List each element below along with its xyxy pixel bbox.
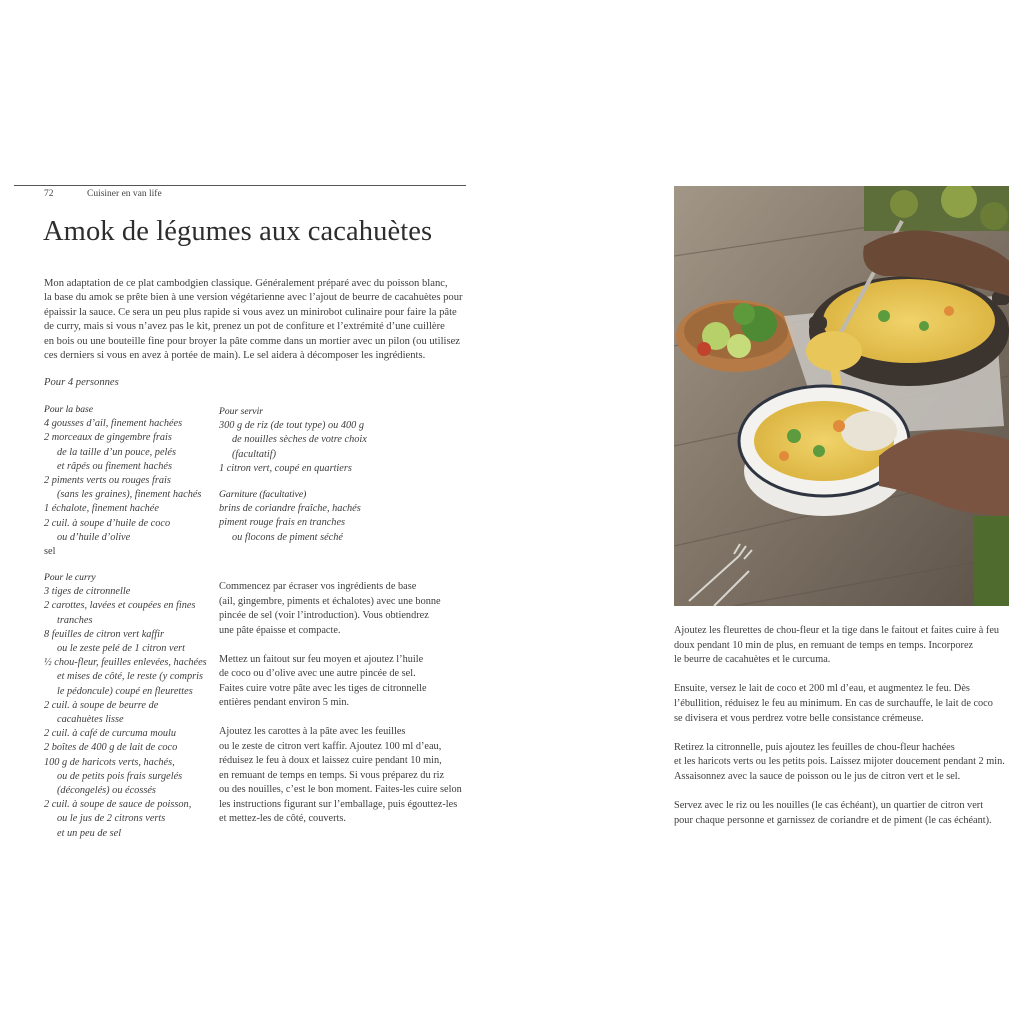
method-line: ou des nouilles, c’est le bon moment. Faites-les cuire selon xyxy=(219,784,462,795)
ingredient-line: 2 cuil. à soupe d’huile de coco xyxy=(44,517,171,529)
method-line: Servez avec le riz ou les nouilles (le cas échéant), un quartier de citron vert xyxy=(674,800,984,812)
method-line: Retirez la citronnelle, puis ajoutez les feuilles de chou-fleur hachées xyxy=(674,741,955,753)
ingredient-line: 2 boîtes de 400 g de lait de coco xyxy=(44,742,178,754)
ingredient-line: brins de coriandre fraîche, hachés xyxy=(219,503,361,515)
ingredient-line: 2 carottes, lavées et coupées en fines xyxy=(44,600,196,612)
ingredient-line: cacahuètes lisse xyxy=(57,714,124,726)
intro-line: la base du amok se prête bien à une version végétarienne avec l’ajout de beurre de cacahuètes pour xyxy=(44,292,463,304)
method-paragraph xyxy=(674,799,1014,828)
intro-line: ces derniers si vous en avez à portée de main). Le sel aidera à décomposer les ingrédients. xyxy=(44,350,426,362)
page-number: 72 xyxy=(44,189,54,199)
method-line: de coco ou d’olive avec une autre pincée de sel. xyxy=(219,668,416,679)
method-paragraph xyxy=(219,580,462,638)
ingredients-curry xyxy=(44,571,207,841)
method-line: l’ébullition, réduisez le feu au minimum. En cas de surchauffe, le lait de coco xyxy=(674,697,993,709)
ingredient-line: 1 citron vert, coupé en quartiers xyxy=(219,462,352,474)
method-paragraph xyxy=(674,624,1014,668)
ingredient-line: 4 gousses d’ail, finement hachées xyxy=(44,418,183,430)
ingredient-line: 100 g de haricots verts, hachés, xyxy=(44,756,175,768)
method-line: une pâte épaisse et compacte. xyxy=(219,624,341,636)
ingredient-line: 2 cuil. à café de curcuma moulu xyxy=(44,728,177,740)
method-line: (ail, gingembre, piments et échalotes) avec une bonne xyxy=(219,595,441,607)
method-line: les instructions figurant sur l’emballage, puis égouttez-les xyxy=(219,798,458,810)
ingredient-line: 8 feuilles de citron vert kaffir xyxy=(44,628,165,640)
ingredients-serve xyxy=(219,405,367,476)
ingredient-line: 3 tiges de citronnelle xyxy=(44,586,131,598)
intro-line: épaissir la sauce. Ce sera un peu plus rapide si vous avez un minirobot culinaire pour faire la pâte xyxy=(44,306,457,318)
method-line: Commencez par écraser vos ingrédients de base xyxy=(219,581,417,592)
method-line: le beurre de cacahuètes et le curcuma. xyxy=(674,654,831,666)
ingredient-line: ou d’huile d’olive xyxy=(57,531,131,543)
ingredient-line: (décongelés) ou écossés xyxy=(57,785,156,797)
servings: Pour 4 personnes xyxy=(44,377,119,388)
ingredients-base xyxy=(44,403,201,559)
ingredient-line: ou le zeste pelé de 1 citron vert xyxy=(57,643,186,655)
method-paragraph xyxy=(674,741,1014,785)
ingredient-line: et mises de côté, le reste (y compris xyxy=(57,671,204,683)
ingredient-line: (facultatif) xyxy=(232,448,277,460)
ingredient-line: 2 cuil. à soupe de sauce de poisson, xyxy=(44,799,192,811)
method-line: Mettez un faitout sur feu moyen et ajoutez l’huile xyxy=(219,653,424,665)
method-line: Faites cuire votre pâte avec les tiges de citronnelle xyxy=(219,682,427,694)
method-line: et les haricots verts ou les petits pois. Laissez mijoter doucement pendant 2 min. xyxy=(674,756,1005,768)
ingredient-line: de la taille d’un pouce, pelés xyxy=(57,446,176,458)
ingredient-line: ou flocons de piment séché xyxy=(232,531,343,543)
method-line: réduisez le feu à doux et laissez cuire pendant 10 min, xyxy=(219,755,442,766)
method-line: ou le zeste de citron vert kaffir. Ajoutez 100 ml d’eau, xyxy=(219,740,442,752)
ingredient-line: piment rouge frais en tranches xyxy=(219,517,346,529)
running-head: Cuisiner en van life xyxy=(87,189,162,199)
dish-photo xyxy=(674,186,1009,606)
method-paragraph xyxy=(219,653,462,711)
ingredients-garnish-heading: Garniture (facultative) xyxy=(219,489,307,500)
method-line: Ensuite, versez le lait de coco et 200 ml d’eau, et augmentez le feu. Dès xyxy=(674,683,970,695)
ingredient-line: ou le jus de 2 citrons verts xyxy=(57,813,166,825)
header-rule xyxy=(14,185,466,186)
ingredient-line: 2 piments verts ou rouges frais xyxy=(44,475,171,487)
method-line: Assaisonnez avec la sauce de poisson ou le jus de citron vert et le sel. xyxy=(674,770,961,782)
intro-line: Mon adaptation de ce plat cambodgien classique. Généralement préparé avec du poisson blanc, xyxy=(44,278,448,289)
recipe-intro xyxy=(44,277,468,363)
method-line: pincée de sel (voir l’introduction). Vous obtiendrez xyxy=(219,610,429,621)
method-line: doux pendant 10 min de plus, en remuant de temps en temps. Incorporez xyxy=(674,639,974,651)
ingredient-line: (sans les graines), finement hachés xyxy=(57,489,202,501)
method-paragraph xyxy=(219,725,462,827)
ingredient-line: 2 morceaux de gingembre frais xyxy=(44,432,172,444)
ingredient-line: ou de petits pois frais surgelés xyxy=(57,770,183,782)
intro-line: en bois ou une bouteille fine pour broyer la pâte comme dans un mortier avec un pilon (ou utilisez xyxy=(44,335,460,347)
method-line: se divisera et vous perdrez votre belle consistance crémeuse. xyxy=(674,712,924,724)
ingredient-line: tranches xyxy=(57,614,93,626)
ingredient-line: sel xyxy=(44,546,56,558)
ingredient-line: de nouilles sèches de votre choix xyxy=(232,434,367,446)
ingredient-line: et râpés ou finement hachés xyxy=(57,460,172,472)
method-right xyxy=(674,624,1014,843)
ingredients-base-heading: Pour la base xyxy=(44,404,94,415)
method-line: pour chaque personne et garnissez de coriandre et de piment (le cas échéant). xyxy=(674,814,992,826)
ingredient-line: 2 cuil. à soupe de beurre de xyxy=(44,699,159,711)
ingredients-serve-heading: Pour servir xyxy=(219,406,263,417)
ingredient-line: 1 échalote, finement hachée xyxy=(44,503,159,515)
method-line: Ajoutez les carottes à la pâte avec les feuilles xyxy=(219,726,406,737)
method-left xyxy=(219,580,462,841)
method-line: en remuant de temps en temps. Si vous préparez du riz xyxy=(219,769,445,781)
ingredients-curry-heading: Pour le curry xyxy=(44,572,96,583)
method-line: Ajoutez les fleurettes de chou-fleur et la tige dans le faitout et faites cuire à feu xyxy=(674,625,1000,636)
ingredient-line: ½ chou-fleur, feuilles enlevées, hachées xyxy=(44,657,207,669)
intro-line: de curry, mais si vous n’avez pas le kit, prenez un pot de confiture et l’extrémité d’une cuillère xyxy=(44,321,445,333)
method-line: et mettez-les de côté, couverts. xyxy=(219,813,346,824)
ingredient-line: le pédoncule) coupé en fleurettes xyxy=(57,685,193,697)
ingredient-line: et un peu de sel xyxy=(57,827,122,839)
ingredient-line: 300 g de riz (de tout type) ou 400 g xyxy=(219,420,364,432)
ingredients-garnish xyxy=(219,488,361,545)
recipe-title: Amok de légumes aux cacahuètes xyxy=(43,216,433,247)
method-paragraph xyxy=(674,682,1014,726)
method-line: entières pendant environ 5 min. xyxy=(219,697,350,708)
